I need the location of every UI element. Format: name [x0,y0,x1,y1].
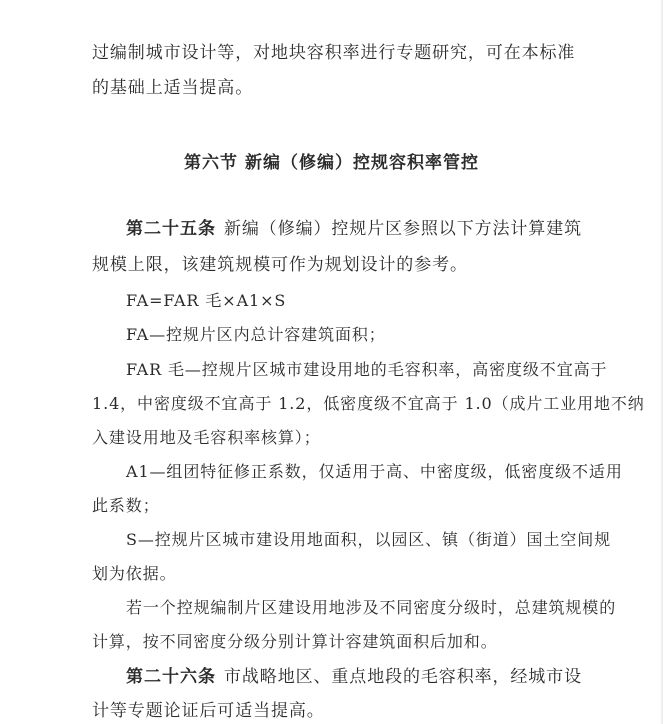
definition-far-line-1: FAR 毛—控规片区城市建设用地的毛容积率，高密度级不宜高于 [126,360,608,379]
article-25-line-1 [126,219,582,239]
definition-fa: FA—控规片区内总计容建筑面积； [126,325,386,344]
article-25-text: 新编（修编）控规片区参照以下方法计算建筑 [224,219,582,239]
section-heading: 第六节 新编（修编）控规容积率管控 [184,153,479,173]
article-26-line-2: 计等专题论证后可适当提高。 [92,701,325,721]
definition-a1-line-1: A1—组团特征修正系数，仅适用于高、中密度级，低密度级不适用 [126,462,623,481]
formula: FA=FAR 毛×A1×S [126,291,287,310]
article-26-text: 市战略地区、重点地段的毛容积率，经城市设 [224,667,582,687]
definition-far-line-3: 入建设用地及毛容积率核算）； [92,428,321,447]
definition-s-line-2: 划为依据。 [92,564,177,583]
definition-s-line-1: S—控规片区城市建设用地面积，以园区、镇（街道）国土空间规 [126,530,612,549]
article-26-number: 第二十六条 [126,667,216,687]
mixed-density-line-1: 若一个控规编制片区建设用地涉及不同密度分级时，总建筑规模的 [126,598,617,617]
article-26-line-1 [126,667,582,687]
article-25-number: 第二十五条 [126,219,216,239]
article-25-line-2: 规模上限，该建筑规模可作为规划设计的参考。 [92,255,468,275]
paragraph-line: 过编制城市设计等，对地块容积率进行专题研究，可在本标准 [92,43,576,63]
definition-a1-line-2: 此系数； [92,496,160,515]
mixed-density-line-2: 计算，按不同密度分级分别计算计容建筑面积后加和。 [92,632,498,651]
paragraph-line: 的基础上适当提高。 [92,78,254,98]
definition-far-line-2: 1.4，中密度级不宜高于 1.2，低密度级不宜高于 1.0（成片工业用地不纳 [92,394,645,413]
